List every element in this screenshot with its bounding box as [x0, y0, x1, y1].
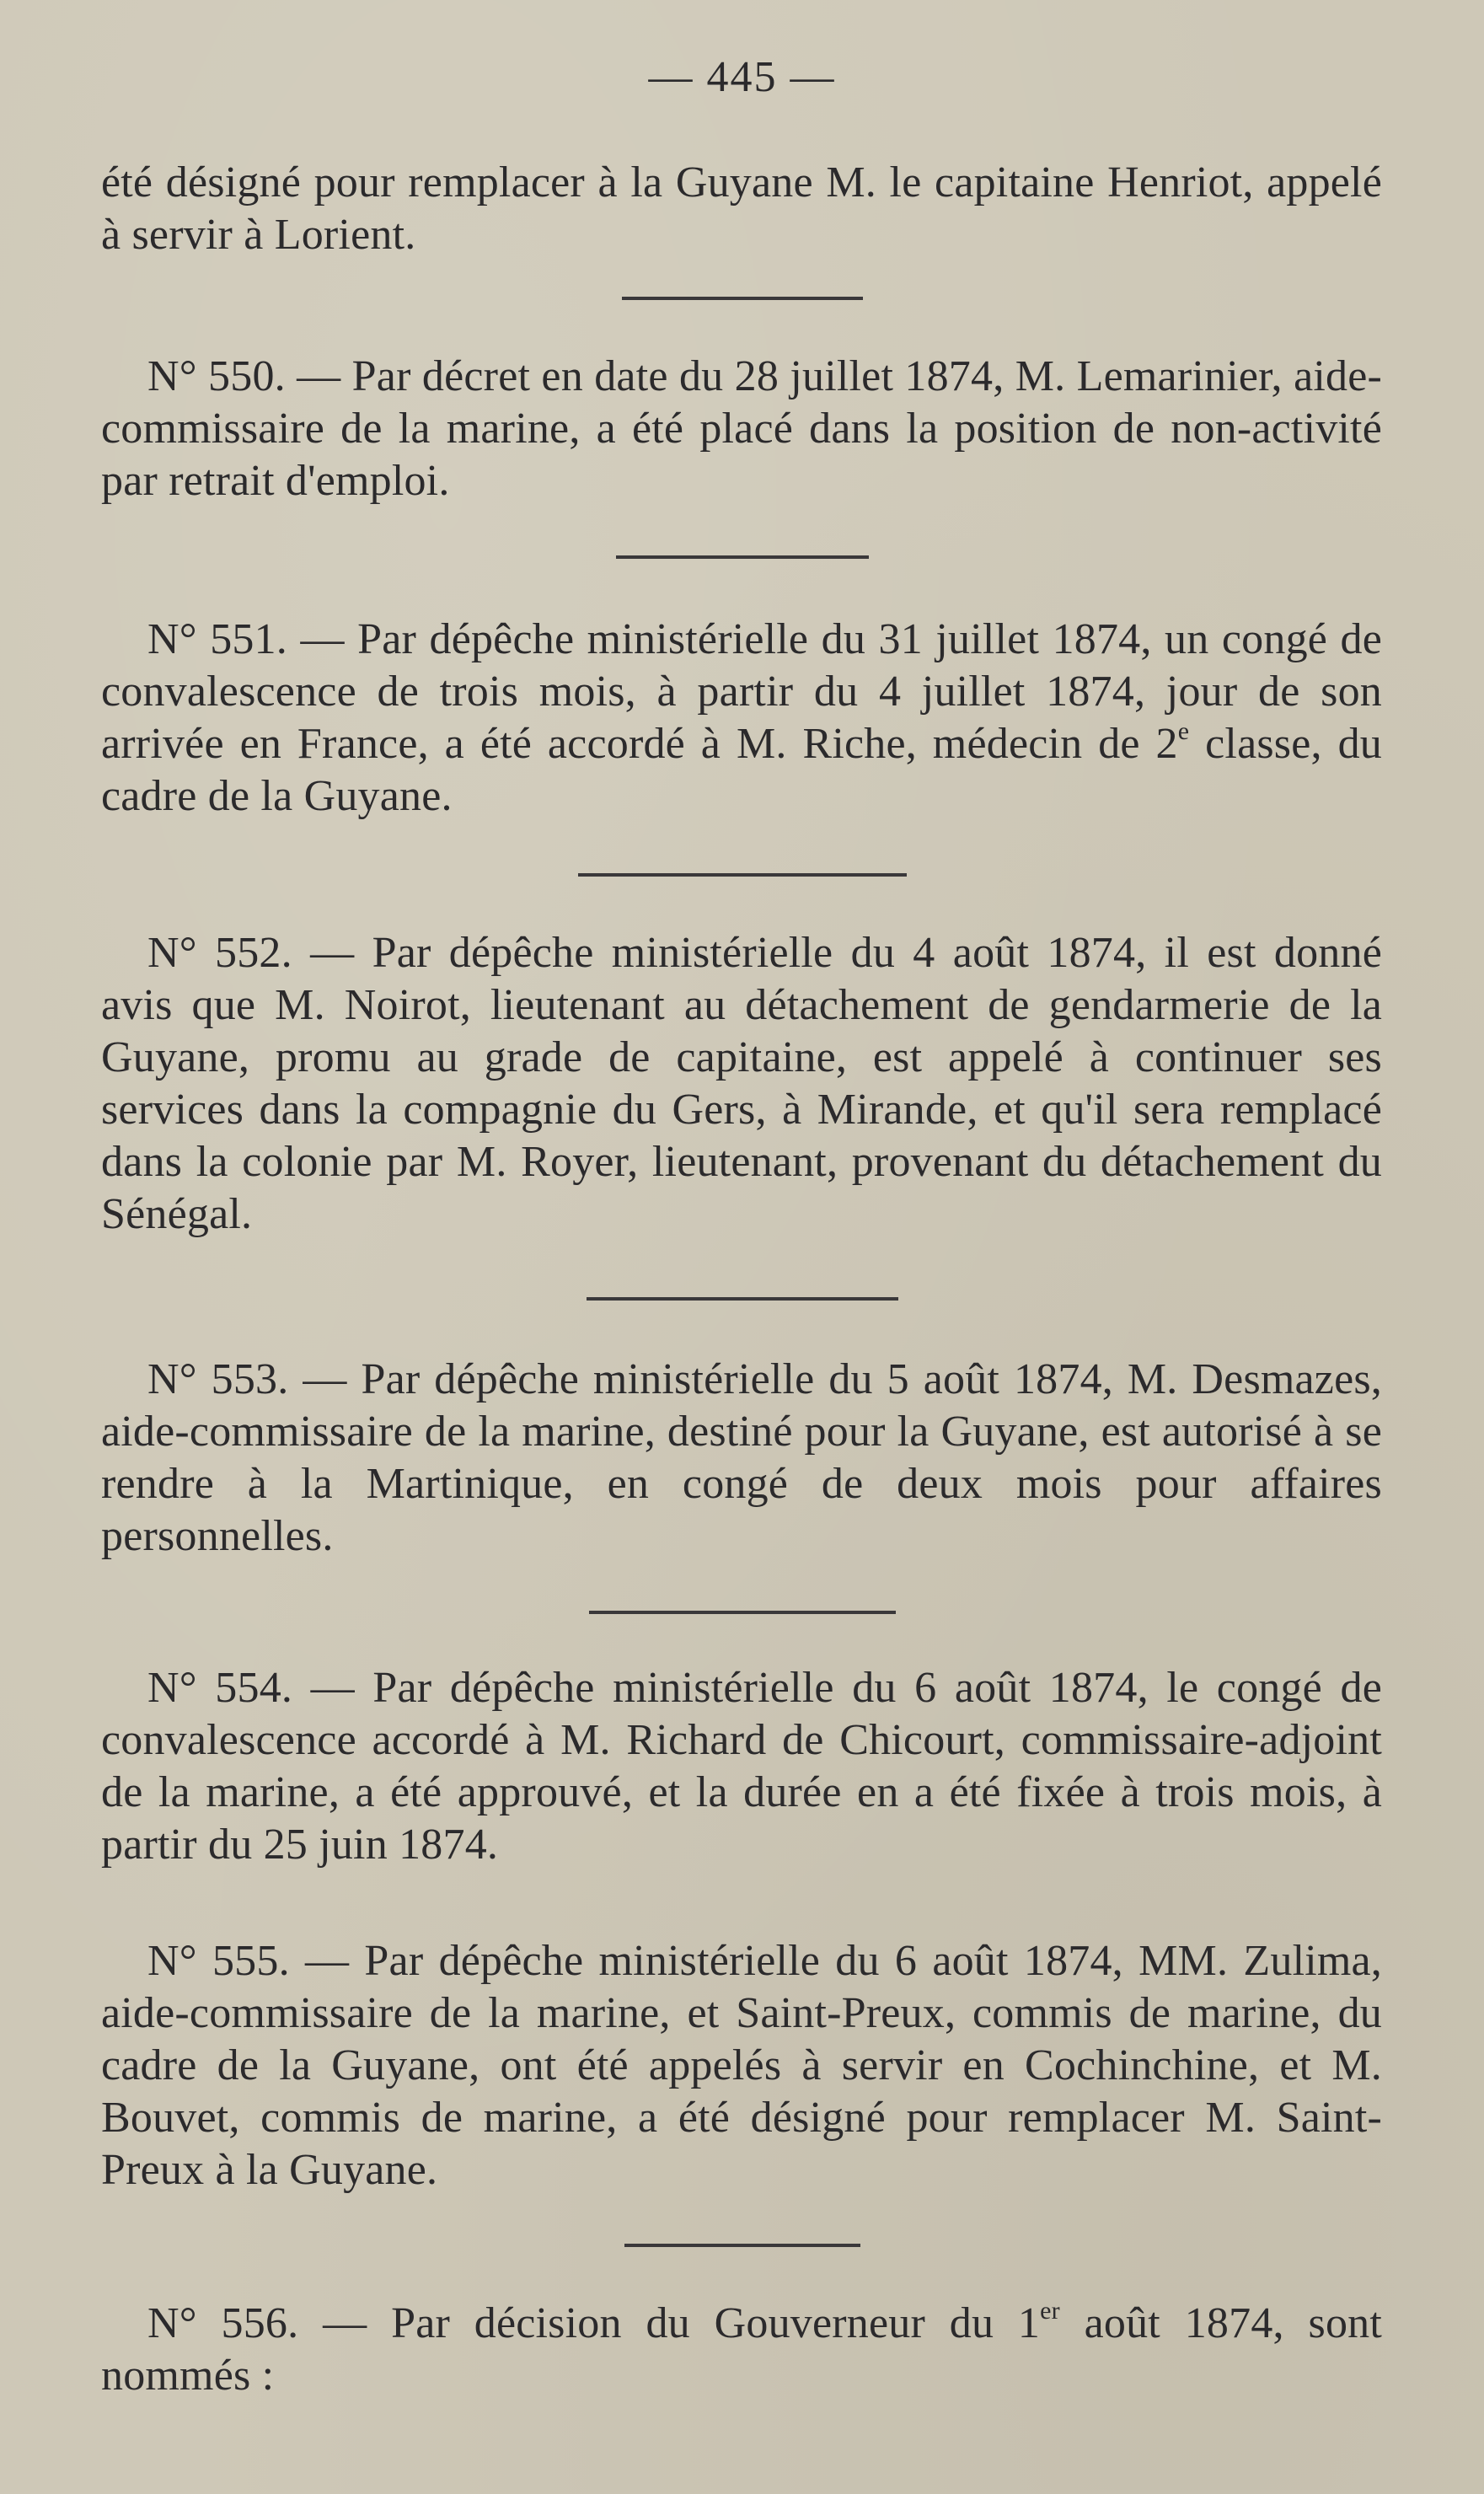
paragraph-550: N° 550. — Par décret en date du 28 juillet 1874, M. Lemarinier, aide-commissaire de la marine, a été placé dans la position de non-activité par retrait d'emploi. — [101, 352, 1382, 505]
separator-rule — [589, 1611, 896, 1614]
separator-rule — [624, 2244, 860, 2247]
paragraph-556-text: N° 556. — Par décision du Gouverneur du 1 — [147, 2299, 1041, 2347]
paragraph-551 — [101, 614, 1382, 823]
separator-rule — [587, 1297, 898, 1301]
separator-rule — [616, 555, 869, 559]
paragraph-552: N° 552. — Par dépêche ministérielle du 4 août 1874, il est donné avis que M. Noirot, lieutenant au détachement de gendarmerie de la Guyane, promu au grade de capitaine, est appelé à continuer ses services dans la compagnie du Gers, à Mirande, et qu'il sera remplacé dans la colonie par M. Royer, lieutenant, provenant du détachement du Sénégal. — [101, 929, 1382, 1238]
paragraph-555: N° 555. — Par dépêche ministérielle du 6 août 1874, MM. Zulima, aide-commissaire de la marine, et Saint-Preux, commis de marine, du cadre de la Guyane, ont été appelés à servir en Cochinchine, et M. Bouvet, commis de marine, a été désigné pour remplacer M. Saint-Preux à la Guyane. — [101, 1937, 1382, 2194]
paragraph-556-text-end: août 1874, sont nommés : — [101, 2299, 1382, 2400]
paragraph-551-text-end: classe, du cadre de la Guyane. — [101, 720, 1382, 820]
paragraph-553: N° 553. — Par dépêche ministérielle du 5 août 1874, M. Desmazes, aide-commissaire de la marine, destiné pour la Guyane, est autorisé à se rendre à la Martinique, en congé de deux mois pour affaires personnelles. — [101, 1355, 1382, 1560]
paragraph-551-text: N° 551. — Par dépêche ministérielle du 31 juillet 1874, un congé de convalescence de trois mois, à partir du 4 juillet 1874, jour de son arrivée en France, a été accordé à M. Riche, médecin de 2 — [101, 615, 1382, 768]
separator-rule — [622, 297, 863, 300]
superscript-er: er — [1040, 2297, 1060, 2325]
paragraph-continuation: été désigné pour remplacer à la Guyane M. le capitaine Henriot, appelé à servir à Lorient. — [101, 158, 1382, 259]
separator-rule — [578, 873, 907, 877]
superscript-e: e — [1177, 717, 1190, 745]
page-number: — 445 — — [648, 53, 836, 101]
paragraph-554: N° 554. — Par dépêche ministérielle du 6 août 1874, le congé de convalescence accordé à M. Richard de Chicourt, commissaire-adjoint de la marine, a été approuvé, et la durée en a été fixée à trois mois, à partir du 25 juin 1874. — [101, 1664, 1382, 1869]
paragraph-556 — [101, 2298, 1382, 2402]
